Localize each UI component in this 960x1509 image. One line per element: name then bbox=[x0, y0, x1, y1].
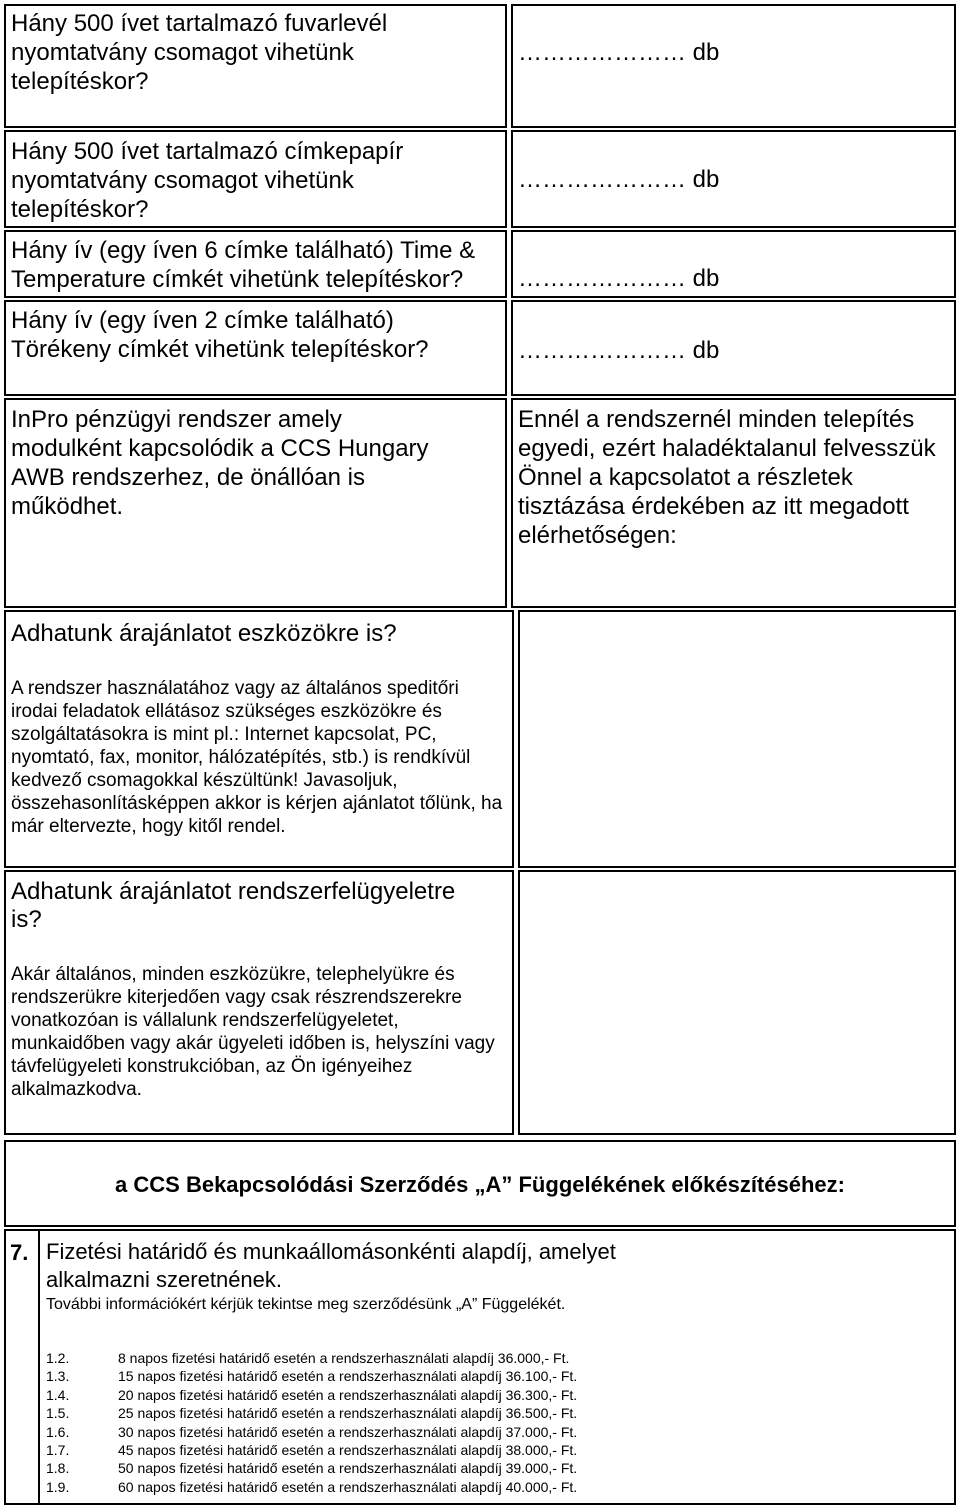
rate-row bbox=[46, 1404, 577, 1422]
question-3-text: Hány ív (egy íven 6 címke található) Time & Temperature címkét vihetünk telepítéskor? bbox=[11, 237, 476, 293]
devices-title: Adhatunk árajánlatot eszközökre is? bbox=[11, 620, 397, 647]
rate-row bbox=[46, 1349, 577, 1367]
section-7-number-cell bbox=[4, 1229, 40, 1505]
rate-text: 45 napos fizetési határidő esetén a rendszerhasználati alapdíj 38.000,- Ft. bbox=[118, 1442, 578, 1459]
rate-number: 1.7. bbox=[46, 1442, 70, 1459]
rate-text: 50 napos fizetési határidő esetén a rendszerhasználati alapdíj 39.000,- Ft. bbox=[118, 1460, 578, 1477]
inpro-description: InPro pénzügyi rendszer amely modulként kapcsolódik a CCS Hungary AWB rendszerhez, de önállóan is működhet. bbox=[11, 406, 429, 520]
rate-row bbox=[46, 1478, 577, 1496]
appendix-heading: a CCS Bekapcsolódási Szerződés „A” Függelékének előkészítéséhez: bbox=[115, 1172, 845, 1197]
rate-row bbox=[46, 1386, 577, 1404]
rate-number: 1.8. bbox=[46, 1460, 70, 1477]
rate-text: 25 napos fizetési határidő esetén a rendszerhasználati alapdíj 36.500,- Ft. bbox=[118, 1405, 578, 1422]
rate-number: 1.3. bbox=[46, 1368, 70, 1385]
question-4-text: Hány ív (egy íven 2 címke található) Törékeny címkét vihetünk telepítéskor? bbox=[11, 307, 429, 363]
question-2-text: Hány 500 ívet tartalmazó címkepapír nyomtatvány csomagot vihetünk telepítéskor? bbox=[11, 138, 404, 223]
inpro-contact-note: Ennél a rendszernél minden telepítés egyedi, ezért haladéktalanul felvesszük Önnel a kapcsolatot a részletek tisztázása érdekében az itt megadott elérhetőségen: bbox=[518, 406, 936, 549]
devices-body: A rendszer használatához vagy az általános speditőri irodai feladatok ellátásoz szükséges eszközökre és szolgáltatásokra is mint pl.: Internet kapcsolat, PC, nyomtató, fax, monitor, hálózatépítés, stb.) is rendkívül kedvező csomagokkal készültünk! Javasoljuk, összehasonlításképpen akkor is kérjen ajánlatot tőlünk, ha már eltervezte, hogy kitől rendel. bbox=[11, 678, 503, 837]
rate-number: 1.5. bbox=[46, 1405, 70, 1422]
rate-row bbox=[46, 1367, 577, 1385]
section-7-title: Fizetési határidő és munkaállomásonkénti alapdíj, amelyet alkalmazni szeretnének. bbox=[46, 1239, 616, 1292]
answer-4-blank[interactable]: ………………… db bbox=[518, 337, 720, 364]
rate-text: 60 napos fizetési határidő esetén a rendszerhasználati alapdíj 40.000,- Ft. bbox=[118, 1478, 578, 1495]
support-body: Akár általános, minden eszközükre, telephelyükre és rendszerükre kiterjedően vagy csak részrendszerekre vonatkozóan is vállalunk rendszerfelügyeletet, munkaidőben vagy akár ügyeleti időben is, helyszíni vagy távfelügyeleti konstrukcióban, az Ön igényeihez alkalmazkodva. bbox=[11, 964, 495, 1100]
devices-answer-cell[interactable] bbox=[518, 610, 956, 868]
rate-row bbox=[46, 1441, 577, 1459]
answer-1-blank[interactable]: ………………… db bbox=[518, 39, 720, 66]
answer-2-blank[interactable]: ………………… db bbox=[518, 166, 720, 193]
rate-number: 1.4. bbox=[46, 1386, 70, 1403]
section-7-number: 7. bbox=[10, 1240, 29, 1265]
question-1-text: Hány 500 ívet tartalmazó fuvarlevél nyomtatvány csomagot vihetünk telepítéskor? bbox=[11, 10, 388, 95]
rate-text: 15 napos fizetési határidő esetén a rendszerhasználati alapdíj 36.100,- Ft. bbox=[118, 1368, 578, 1385]
support-answer-cell[interactable] bbox=[518, 870, 956, 1135]
rates-list bbox=[46, 1349, 577, 1496]
rate-number: 1.2. bbox=[46, 1350, 70, 1366]
rate-text: 8 napos fizetési határidő esetén a rendszerhasználati alapdíj 36.000,- Ft. bbox=[118, 1350, 570, 1366]
rate-row bbox=[46, 1423, 577, 1441]
support-title: Adhatunk árajánlatot rendszerfelügyeletre is? bbox=[11, 878, 456, 933]
rate-row bbox=[46, 1459, 577, 1477]
rate-number: 1.9. bbox=[46, 1478, 70, 1495]
section-7-note: További információkért kérjük tekintse meg szerződésünk „A” Függelékét. bbox=[46, 1296, 566, 1313]
rate-text: 30 napos fizetési határidő esetén a rendszerhasználati alapdíj 37.000,- Ft. bbox=[118, 1423, 578, 1440]
answer-3-blank[interactable]: ………………… db bbox=[518, 265, 720, 292]
rate-text: 20 napos fizetési határidő esetén a rendszerhasználati alapdíj 36.300,- Ft. bbox=[118, 1386, 578, 1403]
rate-number: 1.6. bbox=[46, 1423, 70, 1440]
